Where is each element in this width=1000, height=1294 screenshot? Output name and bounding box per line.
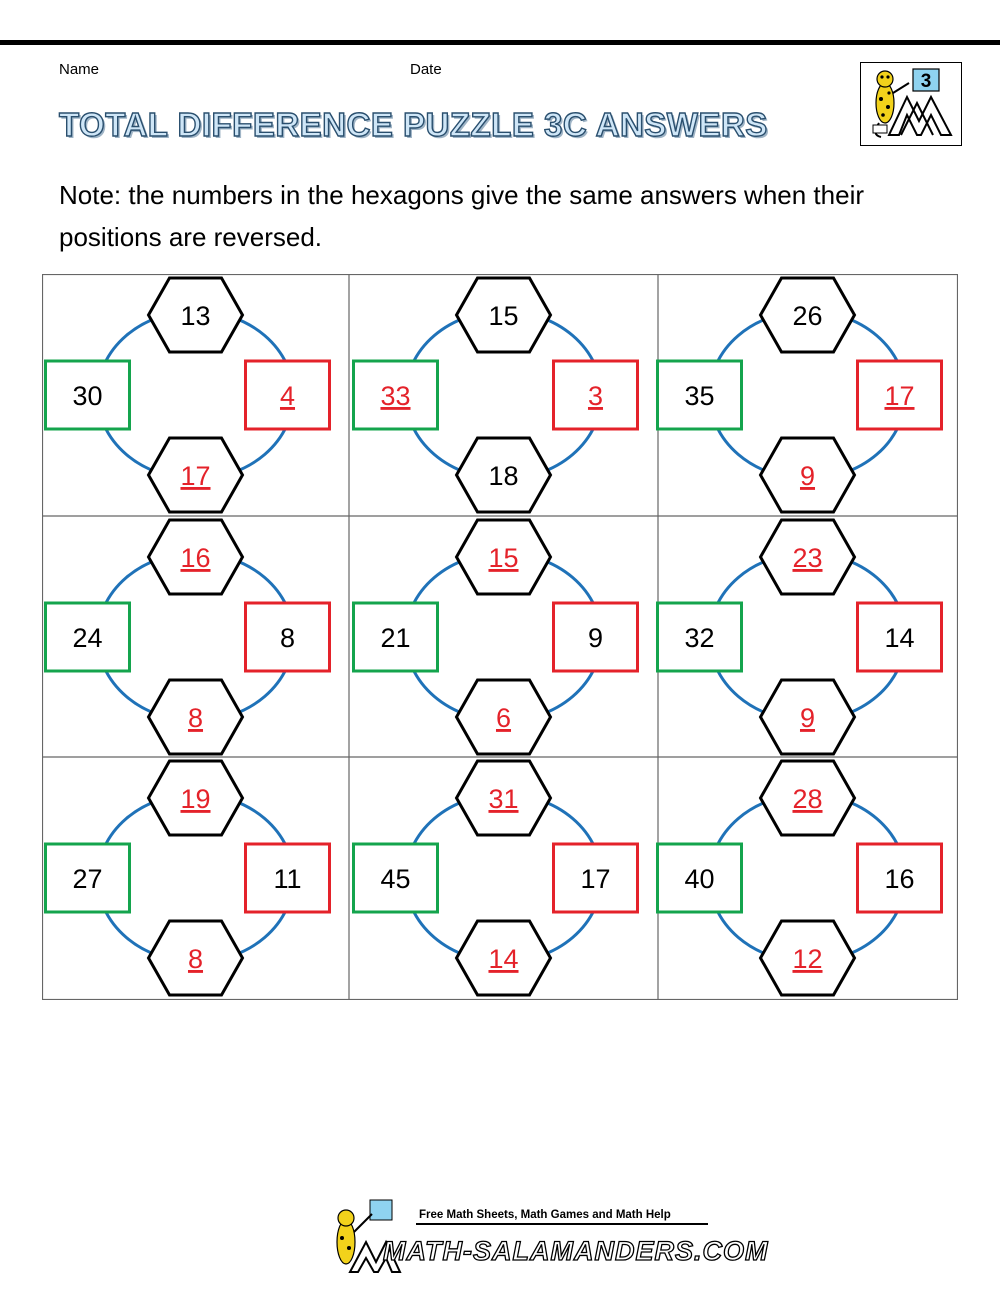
right-number: 8: [279, 623, 296, 653]
bottom-number-answer: 9: [799, 703, 816, 733]
top-number-answer: 16: [180, 543, 211, 573]
puzzle-cell: [658, 761, 942, 995]
bottom-number-answer: 17: [180, 461, 211, 491]
top-number-answer: 28: [792, 784, 823, 814]
bottom-number-answer: 8: [187, 703, 204, 733]
bottom-number-answer: 12: [792, 944, 823, 974]
salamander-logo-icon: [861, 63, 961, 145]
puzzle-cell: [658, 278, 942, 512]
footer-tagline: Free Math Sheets, Math Games and Math Help: [419, 1209, 671, 1221]
bottom-number: 18: [488, 461, 519, 491]
note-text: Note: the numbers in the hexagons give the same answers when their positions are reversed.: [59, 180, 865, 252]
right-number: 17: [580, 864, 611, 894]
top-number-answer: 23: [792, 543, 823, 573]
footer-site-name: MATH-SALAMANDERS.COM: [383, 1236, 769, 1266]
right-number-answer: 17: [884, 381, 915, 411]
left-number: 21: [380, 623, 411, 653]
bottom-number-answer: 9: [799, 461, 816, 491]
top-rule: [0, 40, 1000, 45]
left-number: 27: [72, 864, 103, 894]
right-number: 16: [884, 864, 915, 894]
grade-logo: [860, 62, 962, 146]
puzzle-cell: [46, 520, 330, 754]
top-number-answer: 15: [488, 543, 519, 573]
top-number: 15: [488, 301, 519, 331]
puzzle-cell: [354, 761, 638, 995]
puzzle-cell: [46, 278, 330, 512]
bottom-number-answer: 14: [488, 944, 519, 974]
puzzle-cell: [354, 278, 638, 512]
puzzle-cell: [354, 520, 638, 754]
left-number: 45: [380, 864, 411, 894]
worksheet-title: TOTAL DIFFERENCE PUZZLE 3C ANSWERS: [59, 106, 768, 143]
top-number: 26: [792, 301, 823, 331]
left-number: 35: [684, 381, 715, 411]
right-number-answer: 4: [279, 381, 296, 411]
top-number-answer: 19: [180, 784, 211, 814]
right-number: 9: [587, 623, 604, 653]
left-number: 24: [72, 623, 103, 653]
grid-border: [43, 275, 958, 1000]
top-number: 13: [180, 301, 211, 331]
puzzle-cell: [658, 520, 942, 754]
left-number: 30: [72, 381, 103, 411]
right-number: 11: [273, 864, 302, 894]
right-number: 14: [884, 623, 915, 653]
puzzle-cell: [46, 761, 330, 995]
bottom-number-answer: 6: [495, 703, 512, 733]
right-number-answer: 3: [587, 381, 604, 411]
left-number: 32: [684, 623, 715, 653]
left-number-answer: 33: [380, 381, 411, 411]
puzzle-grid: [42, 274, 958, 1000]
grade-number: 3: [920, 71, 932, 92]
bottom-number-answer: 8: [187, 944, 204, 974]
top-number-answer: 31: [488, 784, 519, 814]
name-label: Name: [59, 61, 100, 78]
date-label: Date: [410, 61, 442, 78]
left-number: 40: [684, 864, 715, 894]
puzzle-grid-svg: [42, 274, 958, 1000]
